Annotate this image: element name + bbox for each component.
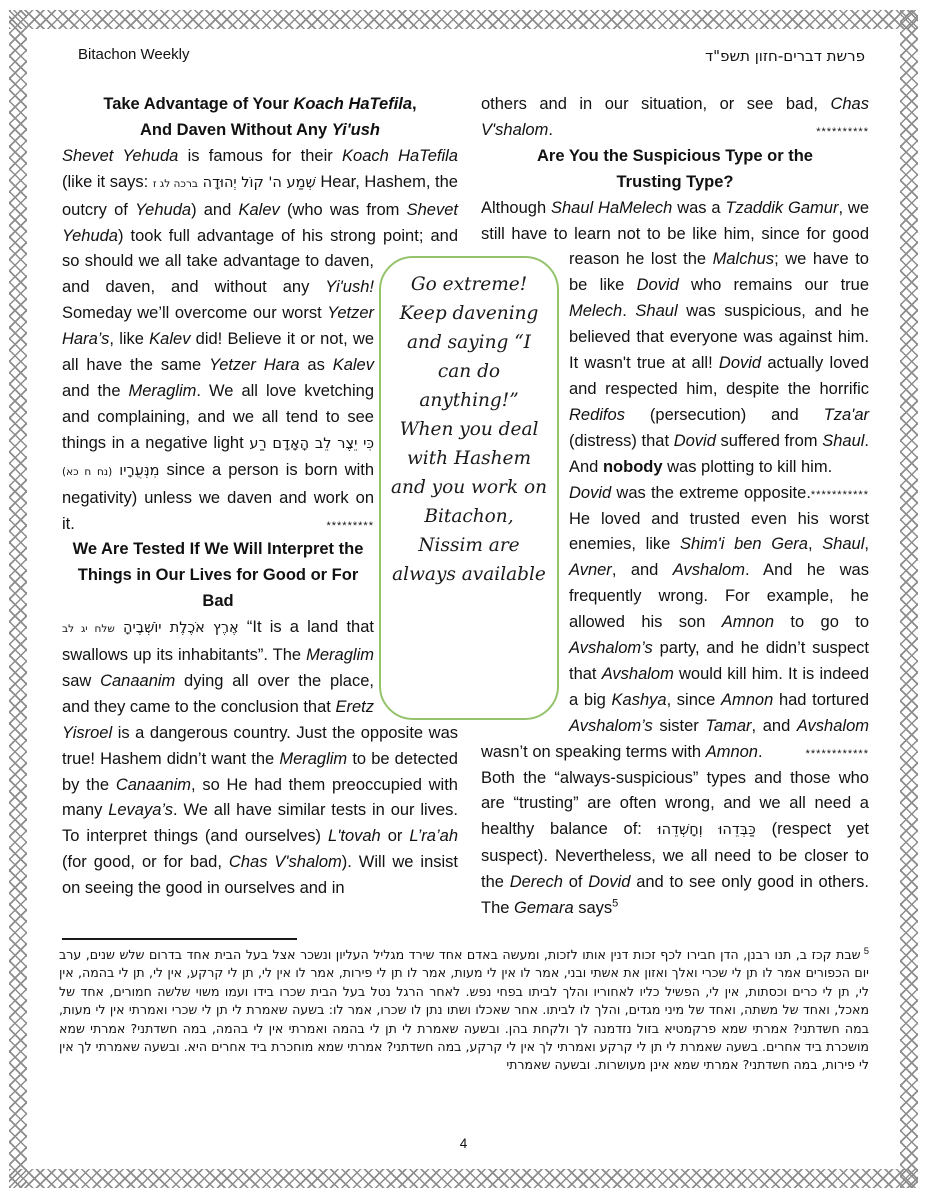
left-heading-2: We Are Tested If We Will Interpret the Things in Our Lives for Good or For Bad — [72, 540, 364, 611]
page-border-top — [9, 10, 918, 29]
left-paragraph-2: אֶרֶץ אֹכֶלֶת יוֹשְׁבֶיהָ שלח יג לב “It is a land that swallows up its inhabitants”. The Meraglim saw Canaanim dying all over the place, and they came to the conclusion that Eretz Yisroel is a dangerous country. Just the opposite was true! Hashem didn’t want the Meraglim to be detected by the Canaanim, so He had them preoccupied with many Levaya’s. We all have similar tests in our lives. To interpret things (and ourselves) L'tovah or L’ra’ah (for good, or for bad, Chas V'shalom). Will we insist on seeing the good in ourselves and in — [62, 618, 458, 898]
footnote-separator — [62, 938, 297, 940]
parsha-header: פרשת דברים-חזון תשפ"ד — [704, 47, 865, 65]
right-paragraph-3: Both the “always-suspicious” types and those who are “trusting” are often wrong, and we all need a healthy balance of: כַּבְּדֵהוּ וְחָשְׁדֵהוּ (respect yet suspect). Nevertheless, we all need to be closer to the Derech of Dovid and to see only good in others. The Gemara says$^5$ — [481, 768, 869, 918]
page-border-right — [900, 10, 918, 1188]
newsletter-title: Bitachon Weekly — [78, 46, 190, 63]
right-paragraph-0: others and in our situation, or see bad, Chas V'shalom. ********** — [481, 95, 869, 139]
right-paragraph-1: Although Shaul HaMelech was a Tzaddik Gamur, we still have to learn not to be like him, since for good reason he lost the Malchus; we have to be like Dovid who remains our true Melech. Shaul was suspicious, and he believed that everyone was against him. It wasn't true at all! Dovid actually loved and respected him, despite the horrific Redifos (persecution) and Tza'ar (distress) that Dovid suffered from Shaul. And nobody was plotting to kill him. *********** — [481, 196, 869, 481]
footnote-text: $^5$ שבת קכז ב, תנו רבנן, הדן חבירו לכף זכות דנין אותו לזכות, ומעשה באדם אחד שירד מגליל העליון ונשכר אצל בעל הבית אחד בדרום שלש שנים, ערב יום הכפורים אמר לו תן לי שכרי ואלך ואזון את אשתי ובני, אמר לו אין לי מעות, אמר לו תן לי פירות, אמר לו אין לי, תן לי קרקע, אין לי, תן לי בהמה, אין לי, תן לי כרים וכסתות, אין לי, הפשיל כליו לאחוריו והלך לביתו בפחי נפש. לאחר הרגל נטל בעל הבית שכרו בידו ועמו משוי שלשה חמורים, אחד של מאכל, ואחד של משתה, ואחד של מיני מגדים, והלך לו לביתו. אחר שאכלו ושתו נתן לו שכרו, אמר לו: בשעה שאמרת לי תן לי שכרי ואמרתי אין לי מעות, במה חשדתני? אמרתי שמא פרקמטיא בזול נזדמנה לך ולקחת בהן. ובשעה שאמרת לי תן לי בהמה ואמרתי אין לי בהמה, במה חשדתני? אמרתי שמא מושכרת ביד אחרים. בשעה שאמרת לי תן לי קרקע ואמרתי לך אין לי קרקע, במה חשדתני? אמרתי שמא מוחכרת ביד אחרים היא. ובשעה שאמרתי לך אין לי פירות, במה חשדתני? אמרתי שמא אינן מעושרות. ובשעה שאמרתי — [59, 945, 869, 1073]
right-paragraph-2: Dovid was the extreme opposite. He loved and trusted even his worst enemies, like Shim'i ben Gera, Shaul, Avner, and Avshalom. And he was frequently wrong. For example, he allowed his son Amnon to go to Avshalom’s party, and he didn’t suspect that Avshalom would kill him. It is indeed a big Kashya, since Amnon had tortured Avshalom’s sister Tamar, and Avshalom wasn’t on speaking terms with Amnon. ************ — [481, 483, 869, 761]
right-heading-1: Are You the Suspicious Type or the Trusting Type? — [537, 146, 813, 191]
left-heading-1: Take Advantage of Your Koach HaTefila, And Daven Without Any Yi'ush — [103, 95, 417, 139]
page-border-left — [9, 10, 27, 1188]
callout-box: Go extreme! Keep davening and saying “I can do anything!” When you deal with Hashem and you work on Bitachon, Nissim are always available — [379, 256, 559, 720]
page-border-bottom — [9, 1169, 918, 1188]
left-paragraph-1: Shevet Yehuda is famous for their Koach HaTefila (like it says: שְׁמַע ה' קוֹל יְהוּדָה ברכה לג ז Hear, Hashem, the outcry of Yehuda) and Kalev (who was from Shevet Yehuda) took full advantage of his strong point; and so should we all take advantage to daven, and daven, and without any Yi'ush! Someday we’ll overcome our worst Yetzer Hara’s, like Kalev did! Believe it or not, we all have the same Yetzer Hara as Kalev and the Meraglim. We all love kvetching and complaining, and we all tend to see things in a negative light כִּי יֵצֶר לֵב הָאָדָם רַע מִנְּעֻרָיו (נח ח כא) since a person is born with negativity) unless we daven and work on it. ********* — [62, 144, 458, 538]
page-number: 4 — [459, 1136, 468, 1151]
